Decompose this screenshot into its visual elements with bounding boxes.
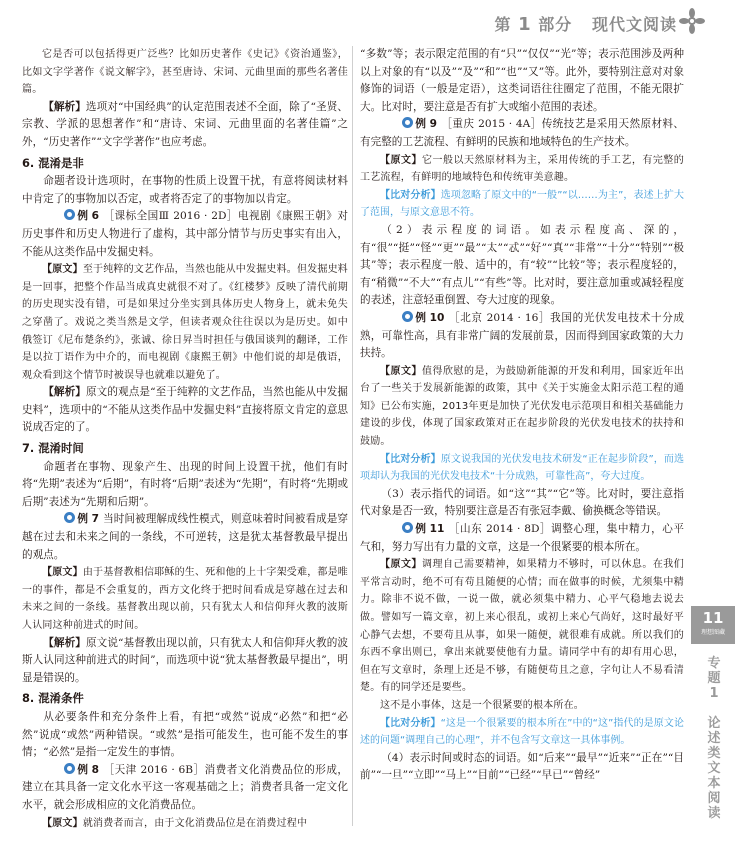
example-paragraph (22, 762, 348, 815)
paragraph-tag: 【解析】 (43, 100, 86, 113)
paragraph-text: 从必要条件和充分条件上看，有把“或然”说成“必然”和把“必然”说成“或然”两种错误。“或然”是指可能发生，也可能不发生的事情；“必然”是指一定发生的事情。 (22, 710, 348, 759)
topic-vertical-label: 专题1 (707, 656, 721, 701)
body-paragraph (22, 173, 348, 208)
section-heading: 7. 混淆时间 (22, 441, 84, 456)
page-tab-label: 理想图藏 (700, 629, 725, 636)
example-number: 例 6 (77, 210, 100, 223)
example-bullet-icon (64, 512, 75, 523)
source-text-paragraph (360, 363, 684, 451)
example-label (43, 208, 103, 226)
body-paragraph (22, 635, 348, 688)
column-divider (352, 46, 353, 826)
example-source: ［北京 2014 · 16］ (448, 311, 551, 324)
paragraph-tag: 【原文】 (380, 559, 422, 571)
source-text-paragraph (22, 46, 348, 99)
section-title: 现代文阅读 (591, 15, 677, 34)
example-label (381, 116, 441, 134)
source-text-paragraph (22, 815, 348, 833)
paragraph-text: 调整心理，集中精力，心平气和，努力写出有力量的文章，这是一个很紧要的根本所在。 (360, 523, 684, 553)
source-text-paragraph (360, 697, 684, 715)
body-paragraph (22, 709, 348, 762)
paragraph-tag: 【解析】 (43, 636, 86, 649)
paragraph-text: （4）表示时间或时态的词语。如“后来”“最早”“近来”“正在”“目前”“一旦”“立即”“马上”“目前”“已经”“早已”“曾经” (360, 751, 684, 782)
paragraph-text: 我国的光伏发电技术十分成熟，可靠性高，具有非常广阔的发展前景，因而得到国家政策的大力扶持。 (360, 311, 684, 360)
part-number: 1 (518, 14, 532, 35)
body-paragraph (22, 99, 348, 152)
example-bullet-icon (64, 763, 75, 774)
paragraph-tag: 【原文】 (42, 567, 83, 579)
example-label (381, 521, 448, 539)
example-bullet-icon (402, 522, 413, 533)
paragraph-text: 命题者设计选项时，在事物的性质上设置干扰，有意将阅读材料中肯定了的事物加以否定，或者将否定了的事物加以肯定。 (22, 175, 348, 205)
body-paragraph (360, 46, 684, 116)
example-paragraph (360, 310, 684, 363)
flower-logo-icon (679, 8, 705, 34)
part-suffix: 部分 (538, 15, 573, 34)
paragraph-tag: 【原文】 (42, 817, 83, 829)
paragraph-text: 它是否可以包括得更广泛些？比如历史著作《史记》《资治通鉴》，比如文字学著作《说文解字》，甚至唐诗、宋词、元曲里面的那些名著佳篇。 (22, 49, 348, 96)
paragraph-text: “这是一个很紧要的根本所在”中的“这”指代的是原文论述的问题“调理自己的心理”，并不包含写文章这一具体事例。 (360, 717, 684, 747)
body-paragraph (360, 222, 684, 310)
paragraph-text: 消费者文化消费品位的形成，建立在其具备一定文化水平这一客观基础之上；消费者具备一定文化水平，就会形成相应的文化消费品位。 (22, 763, 348, 811)
example-source: ［山东 2014 · 8D］ (448, 523, 552, 536)
example-source: ［天津 2016 · 6B］ (103, 763, 205, 776)
paragraph-text: 它一般以天然原材料为主，采用传统的手工艺，有完整的工艺流程，有鲜明的地域特色和传统审美意趣。 (360, 154, 685, 184)
example-source: ［课标全国Ⅲ 2016 · 2D］ (103, 210, 238, 223)
paragraph-tag: 【原文】 (380, 365, 422, 377)
example-number: 例 8 (77, 763, 100, 776)
paragraph-text: 至于纯粹的文艺作品，当然也能从中发掘史料。但发掘史料是一回事，把整个作品当成真史就很不对了。《红楼梦》反映了清代前期的历史现实没有错，可是如果过分坐实到具体历史人物身上，就未免失之穿凿了。戏说之类当然是文学，但读者观众往往误以为是历史。如中俄签订《尼布楚条约》，张诚、徐日昇当时担任与俄国谈判的翻译，工作是以拉丁语作为中介的，而电视剧《康熙王朝》中他们说的却是俄语，观众看到这个情节时被误导也就难以避免了。 (22, 264, 349, 381)
paragraph-tag: 【解析】 (43, 386, 86, 399)
example-bullet-icon (402, 117, 413, 128)
paragraph-text: 选项忽略了原文中的“一般”“以……为主”，表述上扩大了范围，与原文意思不符。 (360, 189, 684, 219)
paragraph-tag: 【比对分析】 (380, 189, 441, 201)
source-text-paragraph (360, 152, 684, 187)
paragraph-text: 原文的观点是“至于纯粹的文艺作品，当然也能从中发掘史料”，选项中的“不能从这类作品中发掘史料”直接将原文肯定的意思说成否定的了。 (22, 386, 349, 434)
body-paragraph (360, 486, 684, 521)
paragraph-tag: 【比对分析】 (380, 717, 441, 729)
paragraph-text: 值得欣慰的是，为鼓励新能源的开发和利用，国家近年出台了一些关于发展新能源的政策，其中《关于实施金太阳示范工程的通知》已公布实施，2013年更是加快了光伏发电示范项目和相关基础能力建设的步伐，体现了国家政策对正在起步阶段的光伏发电技术的扶持和鼓励。 (360, 365, 685, 448)
paragraph-text: 选项对“中国经典”的认定范围表述不全面，除了“圣贤、宗教、学派的思想著作”和“唐诗、宋词、元曲里面的名著佳篇”之外，“历史著作”“文字学著作”也应考虑。 (22, 100, 349, 148)
paragraph-text: “多数”等；表示限定范围的有“只”“仅仅”“光”等；表示范围涉及两种以上对象的有“以及”“及”“和”“也”“又”等。此外，要特别注意对对象修饰的词语（一般是定语），这类词语往往圈定了范围，不能无限扩大。比对时，要注意是否有扩大或缩小范围的表述。 (360, 48, 684, 113)
example-label (381, 310, 448, 328)
paragraph-tag: 【原文】 (380, 154, 422, 166)
paragraph-tag: 【比对分析】 (380, 453, 441, 465)
example-label (43, 511, 103, 529)
paragraph-text: 命题者在事物、现象产生、出现的时间上设置干扰，他们有时将“先期”表述为“后期”，有时将“后期”表述为“先期”，有时将“先期或后期”表述为“先期和后期”。 (22, 460, 348, 508)
right-column (360, 46, 684, 785)
example-paragraph (22, 511, 348, 564)
source-text-paragraph (360, 556, 684, 697)
paragraph-text: 当时间被理解成线性模式，则意味着时间被看成是穿越在过去和未来之间的一条线，不可逆转，这是犹太基督教最早提出的观点。 (22, 513, 348, 561)
comparison-analysis (360, 451, 684, 486)
section-header-title (495, 12, 677, 35)
source-text-paragraph (22, 261, 348, 384)
body-paragraph (22, 459, 348, 512)
example-number: 例 11 (415, 523, 445, 536)
source-text-paragraph (22, 564, 348, 634)
paragraph-text: 传统技艺是采用天然原材料、有完整的工艺流程、有鲜明的民族和地域特色的生产技术。 (360, 118, 685, 148)
part-prefix: 第 (494, 15, 512, 34)
paragraph-text: （2）表示程度的词语。如表示程度高、深的，有“很”“挺”“怪”“更”“最”“太”“忒”“好”“真”“非常”“十分”“特别”“极其”等；表示程度一般、适中的，有“较”“比较”等；表示程度轻的，有“稍微”“不大”“有点儿”“有些”等。比对时，要注意加重或减轻程度的表述，注意轻重倒置、夸大过度的现象。 (360, 223, 684, 307)
example-paragraph (22, 208, 348, 261)
subject-vertical-label: 论述类文本阅读 (707, 716, 721, 821)
left-column (22, 46, 348, 832)
example-paragraph (360, 116, 684, 151)
example-number: 例 9 (415, 118, 438, 131)
example-number: 例 7 (77, 513, 100, 526)
paragraph-text: 这不是小事体，这是一个很紧要的根本所在。 (380, 699, 584, 711)
body-paragraph (22, 384, 348, 437)
example-number: 例 10 (415, 311, 445, 324)
section-heading: 6. 混淆是非 (22, 155, 84, 170)
paragraph-tag: 【原文】 (42, 264, 83, 276)
example-label (43, 762, 103, 780)
paragraph-text: 原文说“基督教出现以前，只有犹太人和信仰拜火教的波斯人认同这种前进式的时间”，而选项中说“犹太基督教最早提出”，明显是错误的。 (22, 636, 349, 684)
example-source: ［重庆 2015 · 4A］ (441, 118, 542, 131)
paragraph-text: 由于基督教相信耶稣的生、死和他的上十字架受难，都是唯一的事件，都是不会重复的，西方文化终于把时间看成是穿越在过去和未来之间的一条线。基督教出现以前，只有犹太人和信仰拜火教的波斯人认同这种前进式的时间。 (22, 567, 349, 631)
example-bullet-icon (402, 311, 413, 322)
page-number-tab (691, 606, 735, 644)
page-header (0, 0, 735, 44)
paragraph-text: 电视剧《康熙王朝》对历史事件和历史人物进行了虚构，其中部分情节与历史事实有出入，不能从这类作品中发掘史料。 (22, 210, 348, 258)
paragraph-text: 原文说我国的光伏发电技术研发“正在起步阶段”，而选项却认为我国的光伏发电技术“十分成熟，可靠性高”，夸大过度。 (360, 453, 684, 483)
paragraph-text: （3）表示指代的词语。如“这”“其”“它”等。比对时，要注意指代对象是否一致，特别要注意是否有张冠李戴、偷换概念等错误。 (360, 487, 684, 518)
comparison-analysis (360, 715, 684, 750)
paragraph-text: 就消费者而言，由于文化消费品位是在消费过程中 (82, 817, 308, 829)
paragraph-text: 调理自己需要精神，如果精力不够时，可以休息。在我们平常言动时，绝不可有苟且随便的心情；而在做事的时候，尤须集中精力。除非不说不做，一说一做，就必须集中精力、心平气稳地去说去做。譬如写一篇文章，初上来心很乱，或初上来心气尚好，这时最好平心静气去想，不要苟且从事，如果一随便，就很难有成就。所以我们的东西不拿出则已，拿出来就要使他有力量。请同学中有的却有用心思，但在写文章时，条理上还是不够，有随便苟且之意，字句让人不易看清楚。有的同学还是要些。 (360, 559, 685, 694)
comparison-analysis (360, 187, 684, 222)
section-heading: 8. 混淆条件 (22, 691, 84, 706)
example-paragraph (360, 521, 684, 556)
body-paragraph (360, 750, 684, 785)
example-bullet-icon (64, 209, 75, 220)
page-number: 11 (702, 609, 724, 627)
